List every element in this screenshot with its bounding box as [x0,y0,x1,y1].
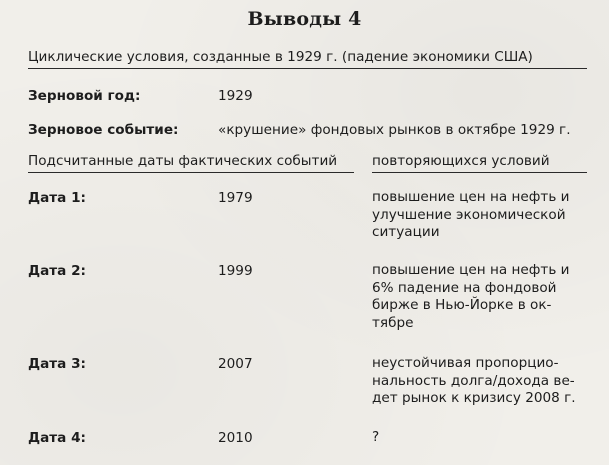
column-header-conditions: повторяющихся условий [372,153,587,173]
column-header-dates: Подсчитанные даты фактических событий [28,153,354,173]
date-row-year: 2007 [218,356,253,372]
date-row-year: 1999 [218,263,253,279]
seed-year-label: Зерновой год: [28,88,141,104]
date-row-description: повышение цен на нефть и 6% падение на фондовой бирже в Нью-Йорке в ок- тябре [372,262,570,331]
seed-event-label: Зерновое событие: [28,122,179,138]
date-row-year: 1979 [218,190,253,206]
date-row-label: Дата 3: [28,356,86,372]
page-title: Выводы 4 [247,8,362,30]
date-row-label: Дата 4: [28,430,86,446]
date-row-year: 2010 [218,430,253,446]
date-row-description: повышение цен на нефть и улучшение экономической ситуации [372,189,570,240]
section-subtitle: Циклические условия, созданные в 1929 г. (падение экономики США) [28,49,587,69]
date-row-description: неустойчивая пропорцио- нальность долга/дохода ве- дет рынок к кризису 2008 г. [372,355,576,406]
seed-year-value: 1929 [218,88,253,104]
date-row-label: Дата 2: [28,263,86,279]
seed-event-value: «крушение» фондовых рынков в октябре 1929 г. [218,122,571,138]
date-row-label: Дата 1: [28,190,86,206]
date-row-description: ? [372,429,380,445]
